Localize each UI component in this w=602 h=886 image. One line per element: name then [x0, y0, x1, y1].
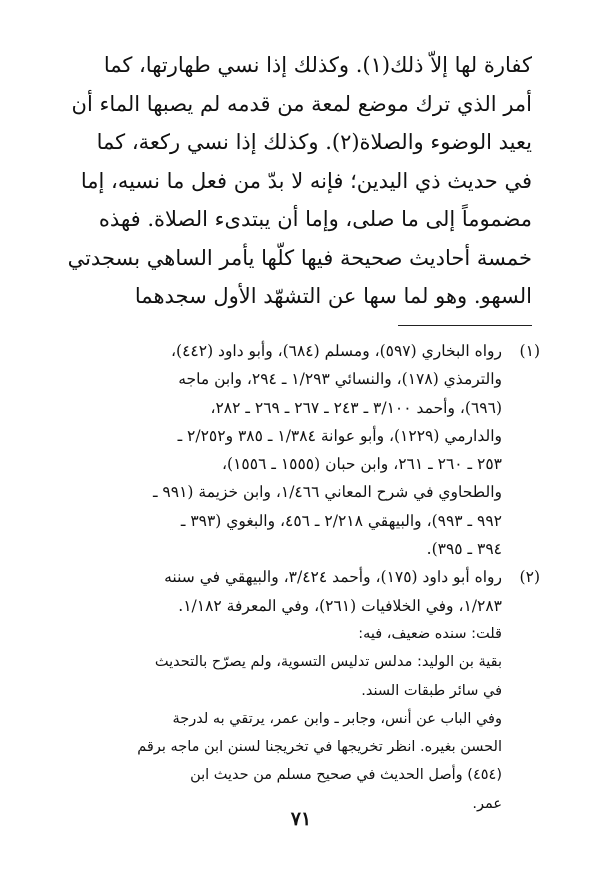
main-text-line: خمسة أحاديث صحيحة فيها كلّها يأمر الساهي بسجدتي — [68, 245, 532, 270]
footnote-number: (١) — [519, 342, 540, 360]
footnote-separator — [398, 325, 532, 326]
footnote-line: (٦٩٦)، وأحمد ٣/١٠٠ ـ ٢٤٣ ـ ٢٦٧ ـ ٢٦٩ ـ ٢٨٢، — [210, 398, 502, 417]
comment-line: الحسن بغيره. انظر تخريجها في تخريجنا لسنن ابن ماجه برقم — [137, 739, 502, 756]
comment-line: وفي الباب عن أنس، وجابر ـ وابن عمر، يرتقي به لدرجة — [172, 710, 502, 727]
main-text-line: مضموماً إلى ما صلى، وإما أن يبتدىء الصلاة. فهذه — [98, 207, 532, 231]
comment-line: بقية بن الوليد: مدلس تدليس التسوية، ولم يصرّح بالتحديث — [154, 654, 502, 671]
footnote-comment — [58, 620, 502, 818]
footnote-line: ٢٥٣ ـ ٢٦٠ ـ ٢٦١، وابن حبان (١٥٥٥ ـ ١٥٥٦)، — [222, 455, 502, 474]
footnote-line: ٣٩٤ ـ ٣٩٥). — [426, 540, 502, 559]
footnote-line: رواه البخاري (٥٩٧)، ومسلم (٦٨٤)، وأبو داود (٤٤٢)، — [171, 342, 502, 360]
main-text-line: يعيد الوضوء والصلاة(٢). وكذلك إذا نسي ركعة، كما — [96, 130, 532, 154]
footnote-2 — [58, 563, 540, 818]
main-text-line: كفارة لها إلاّ ذلك(١). وكذلك إذا نسي طهارتها، كما — [103, 53, 532, 77]
comment-line: عمر. — [472, 795, 502, 812]
footnote-line: ٩٩٢ ـ ٩٩٣)، والبيهقي ٢/٢١٨ ـ ٤٥٦، والبغوي (٣٩٣ ـ — [180, 511, 502, 530]
comment-line: في سائر طبقات السند. — [361, 682, 502, 699]
footnote-body — [58, 337, 540, 563]
footnote-number: (٢) — [519, 568, 540, 587]
main-text — [68, 46, 532, 316]
footnote-line: والترمذي (١٧٨)، والنسائي ١/٢٩٣ ـ ٢٩٤، وابن ماجه — [178, 370, 502, 389]
main-text-line: في حديث ذي اليدين؛ فإنه لا بدّ من فعل ما نسيه، إما — [80, 168, 532, 193]
comment-line: قلت: سنده ضعيف، فيه: — [358, 625, 502, 642]
page-number: ٧١ — [290, 808, 312, 830]
footnote-line: والطحاوي في شرح المعاني ١/٤٦٦، وابن خزيمة (٩٩١ ـ — [152, 483, 502, 502]
footnote-line: ١/٢٨٣، وفي الخلافيات (٢٦١)، وفي المعرفة ١/١٨٢. — [178, 596, 502, 615]
footnote-body — [58, 563, 540, 818]
footnote-line: والدارمي (١٢٢٩)، وأبو عوانة ١/٣٨٤ ـ ٣٨٥ و٢/٢٥٢ ـ — [177, 426, 502, 445]
main-text-line: أمر الذي ترك موضع لمعة من قدمه لم يصبها الماء أن — [71, 91, 532, 116]
footnote-1 — [58, 337, 540, 563]
main-text-line: السهو. وهو لما سها عن التشهّد الأول سجدهما — [134, 284, 532, 308]
comment-line: (٤٥٤) وأصل الحديث في صحيح مسلم من حديث ابن — [190, 767, 502, 784]
footnote-line: رواه أبو داود (١٧٥)، وأحمد ٣/٤٢٤، والبيهقي في سننه — [164, 568, 502, 587]
footnotes — [58, 337, 540, 818]
